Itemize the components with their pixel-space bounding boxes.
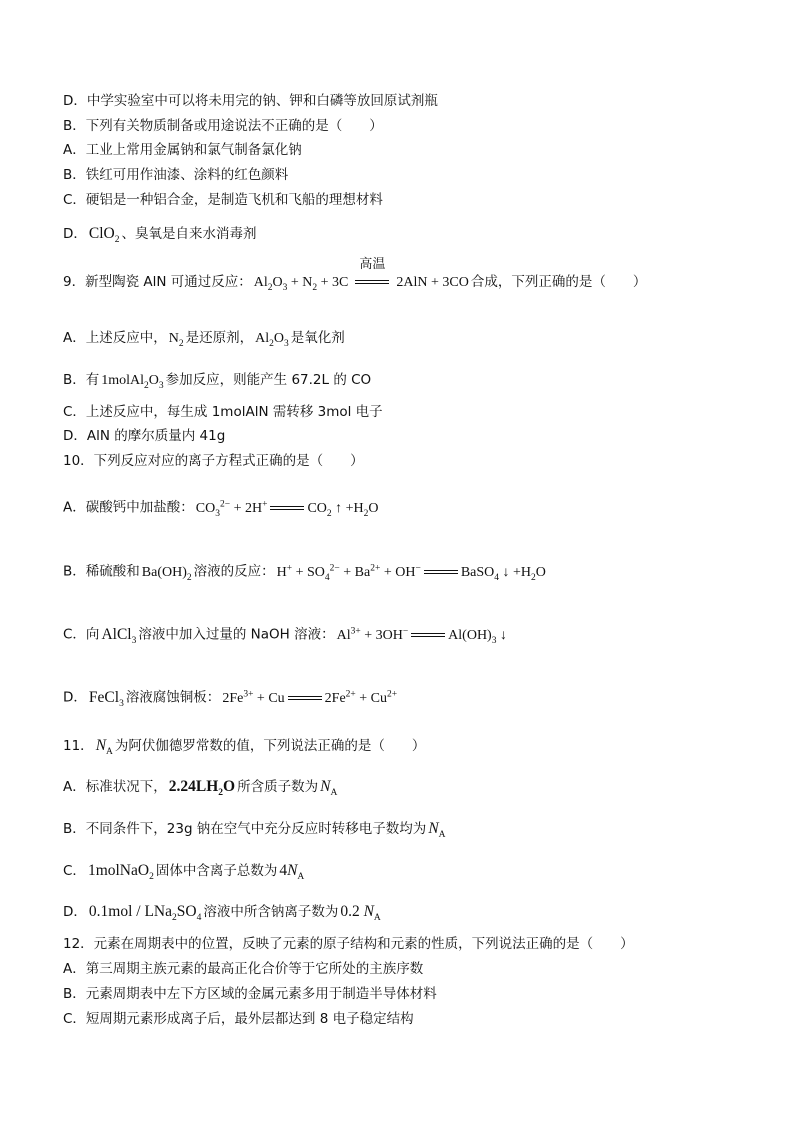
text: 所含质子数为 <box>237 779 319 795</box>
text: B．元素周期表中左下方区域的金属元素多用于制造半导体材料 <box>63 986 437 1002</box>
text: D． <box>63 226 87 242</box>
text: 参加反应，则能产生 67.2L 的 CO <box>165 372 372 388</box>
text: 溶液中所含钠离子数为 <box>203 904 339 920</box>
text: B．下列有关物质制备或用途说法不正确的是（ ） <box>63 118 383 134</box>
formula-ba-oh2: $Ba(OH)_2$ <box>141 564 192 583</box>
option-11b <box>63 819 448 845</box>
text: 溶液中加入过量的 NaOH 溶液： <box>138 626 335 643</box>
text: 11． <box>63 738 94 754</box>
text: 是氧化剂 <box>290 330 345 346</box>
text: A．标准状况下， <box>63 779 167 795</box>
question-9 <box>63 257 647 298</box>
reaction-arrow <box>352 257 392 292</box>
equation-10b: $H^+ + SO_4^{2-} + Ba^{2+} + OH^-$ BaSO$_4$ ↓ $+H_2O$ <box>276 563 546 583</box>
option-12c <box>63 1009 414 1029</box>
option-d-lab-storage <box>63 91 438 111</box>
question-12 <box>63 934 634 954</box>
text: B．稀硫酸和 <box>63 563 140 580</box>
formula-1mol-al2o3: $1molAl_2O_3$ <box>101 373 164 391</box>
text: C．短周期元素形成离子后，最外层都达到 8 电子稳定结构 <box>63 1011 414 1027</box>
equation-10a: $CO_3^{2-} + 2H^+$ $CO_2$ ↑ $+H_2O$ <box>195 499 379 519</box>
option-9b <box>63 370 371 396</box>
formula-4na: $4N_A$ <box>279 862 305 883</box>
formula-reactants: $Al_2O_3 + N_2 + 3C$ <box>253 275 349 293</box>
formula-0-2na: 0.2 $N_A$ <box>340 903 381 924</box>
option-9c <box>63 402 383 422</box>
text: 为阿伏伽德罗常数的值，下列说法正确的是（ ） <box>114 738 426 754</box>
text: 、臭氧是自来水消毒剂 <box>121 226 257 242</box>
formula-al2o3: $Al_2O_3$ <box>255 331 289 349</box>
text: D． <box>63 689 87 706</box>
formula-alcl3: AlCl$_3$ <box>101 625 137 646</box>
option-b-iron-red <box>63 165 288 185</box>
option-12a <box>63 959 423 979</box>
text: 是还原剂， <box>185 330 254 346</box>
text: A．第三周期主族元素的最高正化合价等于它所处的主族序数 <box>63 961 424 977</box>
option-9d <box>63 426 225 446</box>
text: 9．新型陶瓷 AlN 可通过反应： <box>63 274 252 290</box>
option-11a <box>63 777 339 803</box>
text: D．AlN 的摩尔质量内 41g <box>63 428 226 444</box>
text: D． <box>63 904 87 920</box>
text: 固体中含离子总数为 <box>155 863 278 879</box>
option-c-duralumin <box>63 190 383 210</box>
formula-fecl3: FeCl$_3$ <box>88 688 124 709</box>
formula-na2so4: $0.1mol / LNa_2SO_4$ <box>88 903 202 924</box>
equation-10d: $2Fe^{3+} + Cu$ $2Fe^{2+} + Cu^{2+}$ <box>222 689 398 706</box>
text: 溶液腐蚀铜板： <box>125 689 221 706</box>
symbol-na: $N_A$ <box>95 737 113 758</box>
symbol-na: $N_A$ <box>320 778 338 799</box>
text: D．中学实验室中可以将未用完的钠、钾和白磷等放回原试剂瓶 <box>63 93 438 109</box>
option-11c <box>63 861 306 887</box>
text: 溶液的反应： <box>193 563 275 580</box>
symbol-na: $N_A$ <box>428 820 446 841</box>
option-9a <box>63 328 345 354</box>
option-10d <box>63 684 399 714</box>
text: C．上述反应中，每生成 1molAlN 需转移 3mol 电子 <box>63 404 383 420</box>
text: 10．下列反应对应的离子方程式正确的是（ ） <box>63 453 364 469</box>
text: A．上述反应中， <box>63 330 167 346</box>
option-10c <box>63 621 509 651</box>
equation-10c: $Al^{3+} + 3OH^-$ $Al(OH)_3$ ↓ <box>336 626 507 646</box>
text: A．碳酸钙中加盐酸： <box>63 499 194 516</box>
option-d-clo2 <box>63 224 257 250</box>
formula-2-24l-h2o: $2.24LH_2O$ <box>168 778 236 799</box>
text: C．向 <box>63 626 100 643</box>
text: B．铁红可用作油漆、涂料的红色颜料 <box>63 167 289 183</box>
option-10b <box>63 558 548 587</box>
question-10 <box>63 451 364 471</box>
formula-n2: $N_2$ <box>168 331 184 349</box>
text: C． <box>63 863 86 879</box>
formula-clo2: ClO$_2$ <box>88 225 120 246</box>
text: B．有 <box>63 372 100 388</box>
option-12b <box>63 984 437 1004</box>
text: B．不同条件下，23g 钠在空气中充分反应时转移电子数均为 <box>63 821 427 837</box>
formula-products: 2AlN + 3CO <box>396 275 469 290</box>
question-11 <box>63 736 425 762</box>
option-10a <box>63 494 381 523</box>
text: C．硬铝是一种铝合金，是制造飞机和飞船的理想材料 <box>63 192 383 208</box>
option-a-sodium-chloride <box>63 140 302 160</box>
reaction-condition: 高温 <box>359 257 386 272</box>
text: 12．元素在周期表中的位置，反映了元素的原子结构和元素的性质，下列说法正确的是（ ） <box>63 936 634 952</box>
text: 合成，下列正确的是（ ） <box>470 274 647 290</box>
formula-1mol-nao2: 1molNaO$_2$ <box>87 862 154 883</box>
text: A．工业上常用金属钠和氯气制备氯化钠 <box>63 142 302 158</box>
option-11d <box>63 902 383 928</box>
question-b-header <box>63 116 383 136</box>
